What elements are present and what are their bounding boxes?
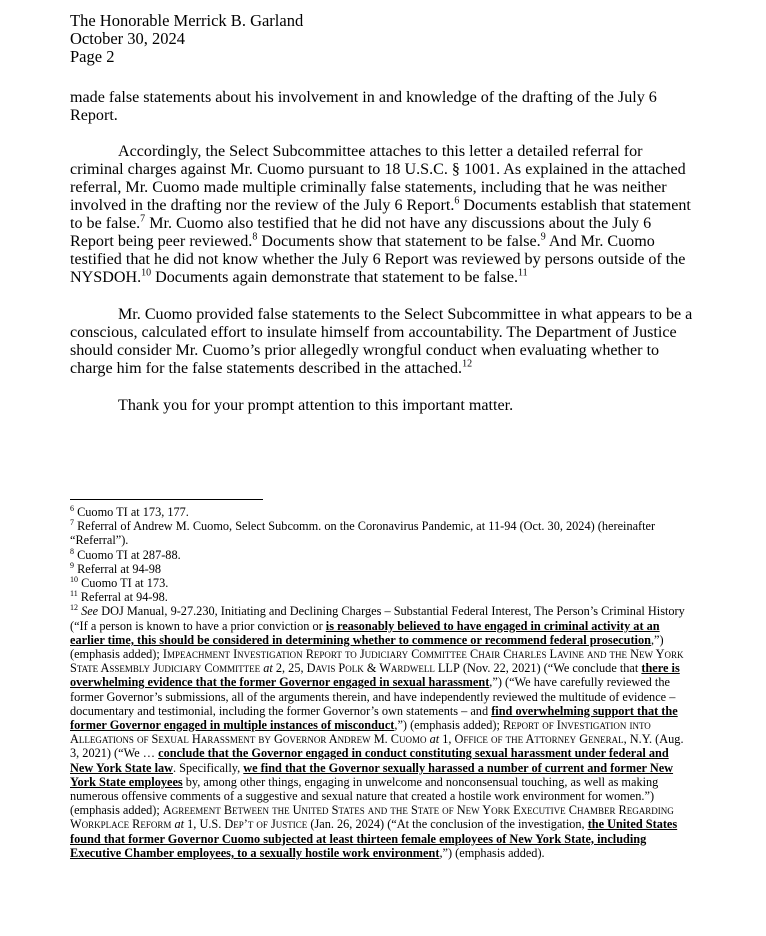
paragraph-thanks: Thank you for your prompt attention to this important matter. (118, 397, 514, 414)
emphasis-quote: find overwhelming support that the former Governor engaged in multiple instances of misconduct (70, 703, 678, 733)
citation-title: Agreement Between the United States and the State of New York Executive Chamber Regarding Workplace Reform (70, 803, 674, 832)
date-line: October 30, 2024 (70, 29, 186, 48)
emphasis-quote: the United States found that former Governor Cuomo subjected at least thirteen female employees of New York State, including Executive Chamber employees, to a sexually hostile work environment (70, 817, 678, 860)
citation-title: Report of Investigation into Allegations of Sexual Harassment by Governor Andrew M. Cuomo (70, 718, 651, 747)
footnote-6: $^6$ Cuomo TI at 173, 177. (70, 503, 189, 519)
citation-author: U.S. Dep’t of Justice (199, 817, 308, 832)
emphasis-quote: is reasonably believed to have engaged in criminal activity at an earlier time, this should be considered in determining whether to commence or recommend federal prosecution (70, 618, 660, 647)
footnote-ref-7[interactable]: 7 (140, 213, 146, 225)
emphasis-quote: we find that the Governor sexually harassed a number of current and former New York State employees (70, 760, 674, 789)
footnote-ref-9[interactable]: 9 (540, 231, 546, 243)
footnote-ref-6[interactable]: 6 (454, 195, 460, 207)
footnotes (70, 505, 690, 860)
recipient-line: The Honorable Merrick B. Garland (70, 11, 304, 30)
footnote-8: $^8$ Cuomo TI at 287-88. (70, 546, 181, 562)
letter-header (70, 12, 303, 66)
footnote-9: $^9$ Referral at 94-98 (70, 560, 162, 576)
paragraph-continuation: made false statements about his involvement in and knowledge of the drafting of the July 6 Report. (70, 89, 657, 124)
footnote-divider (70, 499, 263, 500)
footnote-ref-11[interactable]: 11 (518, 267, 528, 279)
footnote-7: $^7$ Referral of Andrew M. Cuomo, Select Subcomm. on the Coronavirus Pandemic, at 11-94 (Oct. 30, 2024) (hereinafter “Referral”). (70, 518, 656, 548)
citation-title: Impeachment Investigation Report to Judiciary Committee Chair Charles Lavine and the New York State Assembly Judiciary Committee (70, 647, 684, 676)
page-number: Page 2 (70, 47, 115, 66)
emphasis-quote: conclude that the Governor engaged in conduct constituting sexual harassment under federal and New York State law (70, 746, 669, 775)
footnote-ref-10[interactable]: 10 (141, 267, 152, 279)
footnote-10: $^{10}$ Cuomo TI at 173. (70, 574, 169, 591)
paragraph-accordingly: Accordingly, the Select Subcommittee attaches to this letter a detailed referral for criminal charges against Mr. Cuomo pursuant to 18 U.S.C. § 1001. As explained in the attached referral, Mr. Cuomo made multiple criminally false statements, including that he was neither involved in the drafting nor the review of the July 6 Report.$^6$ Documents establish that statement to be false.$^7$ Mr. Cuomo also testified that he did not have any discussions about the July 6 Report being peer reviewed.$^8$ Documents show that statement to be false.$^9$ And Mr. Cuomo testified that he did not know whether the July 6 Report was reviewed by persons outside of the NYSDOH.$^{10}$ Documents again demonstrate that statement to be false.$^{11}$ (70, 143, 691, 286)
footnote-11: $^{11}$ Referral at 94-98. (70, 589, 168, 605)
footnote-ref-8[interactable]: 8 (252, 231, 258, 243)
paragraph-provided: Mr. Cuomo provided false statements to the Select Subcommittee in what appears to be a conscious, calculated effort to insulate himself from accountability. The Department of Justice should consider Mr. Cuomo’s prior allegedly wrongful conduct when evaluating whether to charge him for the false statements described in the attached.$^{12}$ (70, 306, 693, 377)
footnote-12: $^{12}$ See DOJ Manual, 9-27.230, Initiating and Declining Charges – Substantial Federal Interest, The Person’s Criminal History (“If a person is known to have a prior conviction or is reasonably believed to have engaged in criminal activity at an earlier time, this should be considered in determining whether to commence or recommend federal prosecution,”) (emphasis added); Impeachment Investigation Report to Judiciary Committee Chair Charles Lavine and the New York State Assembly Judiciary Committee at 2, 25, Davis Polk & Wardwell LLP (Nov. 22, 2021) (“We conclude that there is overwhelming evidence that the former Governor engaged in sexual harassment,”) (“We have carefully reviewed the former Governor’s submissions, all of the arguments therein, and have independently reviewed the multitude of evidence – documentary and testimonial, including the former Governor’s own statements – and find overwhelming support that the former Governor engaged in multiple instances of misconduct,”) (emphasis added); Report of Investigation into Allegations of Sexual Harassment by Governor Andrew M. Cuomo at 1, Office of the Attorney General, N.Y. (Aug. 3, 2021) (“We … conclude that the Governor engaged in conduct constituting sexual harassment under federal and New York State law. Specifically, we find that the Governor sexually harassed a number of current and former New York State employees by, among other things, engaging in unwelcome and nonconsensual touching, as well as making numerous offensive comments of a suggestive and sexual nature that created a hostile work environment for women.”) (emphasis added); Agreement Between the United States and the State of New York Executive Chamber Regarding Workplace Reform at 1, U.S. Dep’t of Justice (Jan. 26, 2024) (“At the conclusion of the investigation, the United States found that former Governor Cuomo subjected at least thirteen female employees of New York State, including Executive Chamber employees, to a sexually hostile work environment,”) (emphasis added). (70, 603, 685, 860)
citation-author: Davis Polk & Wardwell LLP (306, 661, 460, 676)
citation-author: Office of the Attorney General, N.Y. (454, 732, 653, 747)
emphasis-quote: there is overwhelming evidence that the former Governor engaged in sexual harassment (70, 661, 680, 690)
footnote-ref-12[interactable]: 12 (462, 358, 473, 370)
